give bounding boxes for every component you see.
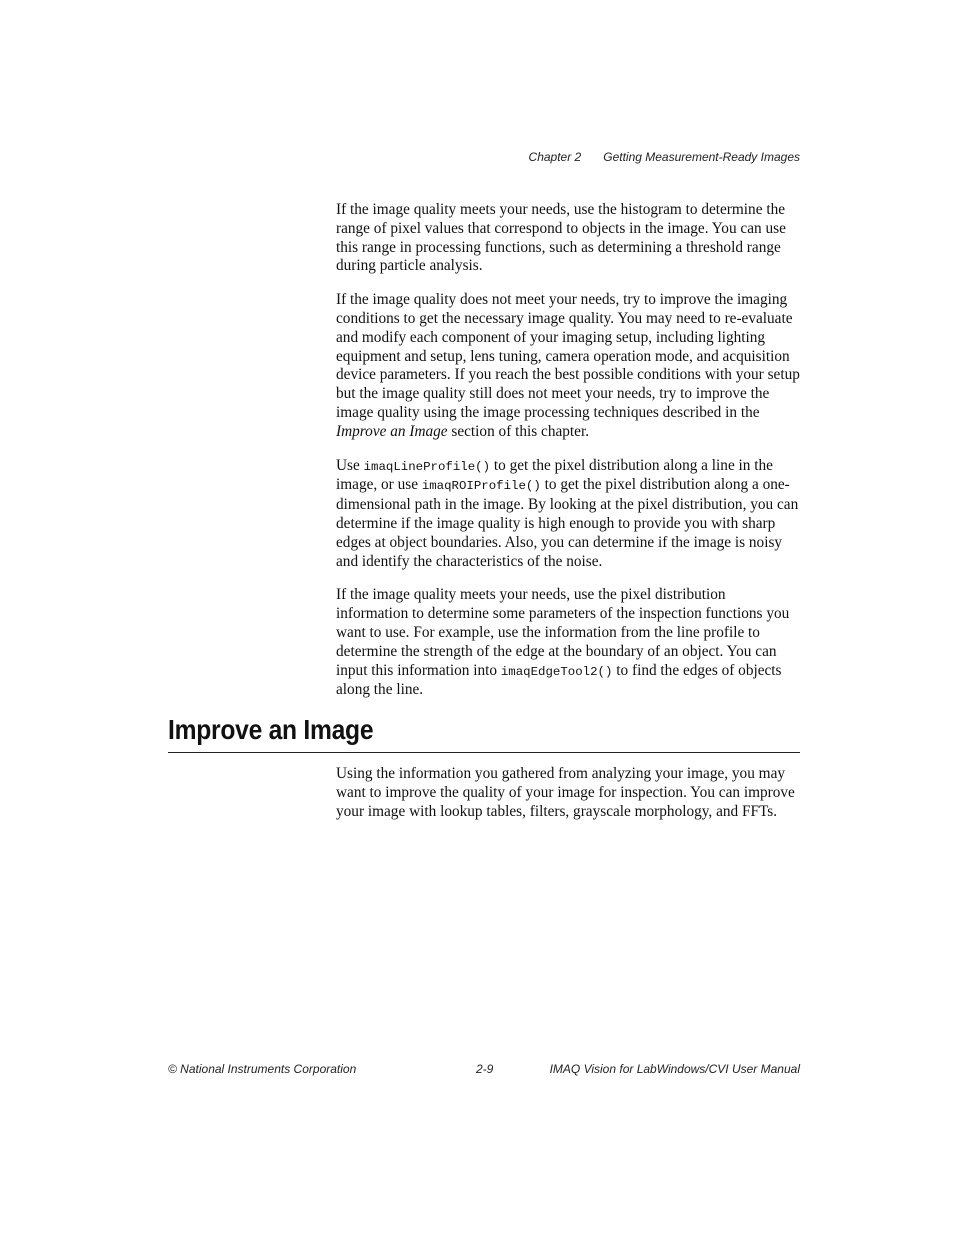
paragraph-text: If the image quality meets your needs, use the histogram to determine the range of pixel values that correspond to objects in the image. You can use this range in processing functions, such as determining a threshold range during particle analysis.: [336, 201, 786, 275]
paragraph-text: to get the pixel distribution along a one-dimensional path in the image. By looking at the pixel distribution, you can determine if the image quality is high enough to provide you with sharp edges at object boundaries. Also, you can determine if the image is noisy and identify the characteristics of the noise.: [336, 476, 799, 570]
section-heading: Improve an Image: [168, 714, 374, 745]
body-text-top: [336, 201, 800, 715]
paragraph-profile: [336, 457, 800, 572]
footer-copyright: © National Instruments Corporation: [168, 1062, 357, 1076]
paragraph-text: to find the edges of objects along the line.: [336, 661, 782, 699]
heading-rule: [168, 752, 800, 753]
paragraph-text: If the image quality does not meet your needs, try to improve the imaging conditions to get the necessary image quality. You may need to re-evaluate and modify each component of your imaging setup, including lighting equipment and setup, lens tuning, camera operation mode, and acquisition device parameters. If you reach the best possible conditions with your setup but the image quality still does not meet your needs, try to improve the image quality using the image processing techniques described in the: [336, 291, 800, 421]
header-chapter: Chapter 2: [528, 150, 582, 164]
page-footer: [168, 1062, 800, 1078]
paragraph-improve-intro: [336, 765, 800, 821]
paragraph-text: to get the pixel distribution along a line in the image, or use: [336, 456, 773, 494]
running-header: [529, 150, 800, 164]
function-name: imaqROIProfile(): [421, 479, 541, 494]
paragraph-histogram: [336, 201, 800, 276]
function-name: imaqEdgeTool2(): [500, 664, 613, 679]
paragraph-text: section of this chapter.: [447, 422, 590, 440]
paragraph-text: Use: [336, 456, 364, 474]
paragraph-text: If the image quality meets your needs, use the pixel distribution information to determine some parameters of the inspection functions you want to use. For example, use the information from the line profile to determine the strength of the edge at the boundary of an object. You can input this information into: [336, 586, 790, 679]
body-text-section: [336, 765, 800, 836]
paragraph-edge-tool: [336, 586, 800, 700]
function-name: imaqLineProfile(): [363, 459, 491, 474]
paragraph-text: Using the information you gathered from analyzing your image, you may want to improve the quality of your image for inspection. You can improve your image with lookup tables, filters, grayscale morphology, and FFTs.: [336, 765, 795, 820]
section-reference: Improve an Image: [336, 422, 448, 440]
footer-page-number: 2-9: [476, 1062, 494, 1076]
footer-manual-title: IMAQ Vision for LabWindows/CVI User Manual: [549, 1062, 800, 1076]
paragraph-improve-conditions: [336, 291, 800, 441]
header-title: Getting Measurement-Ready Images: [603, 150, 800, 164]
